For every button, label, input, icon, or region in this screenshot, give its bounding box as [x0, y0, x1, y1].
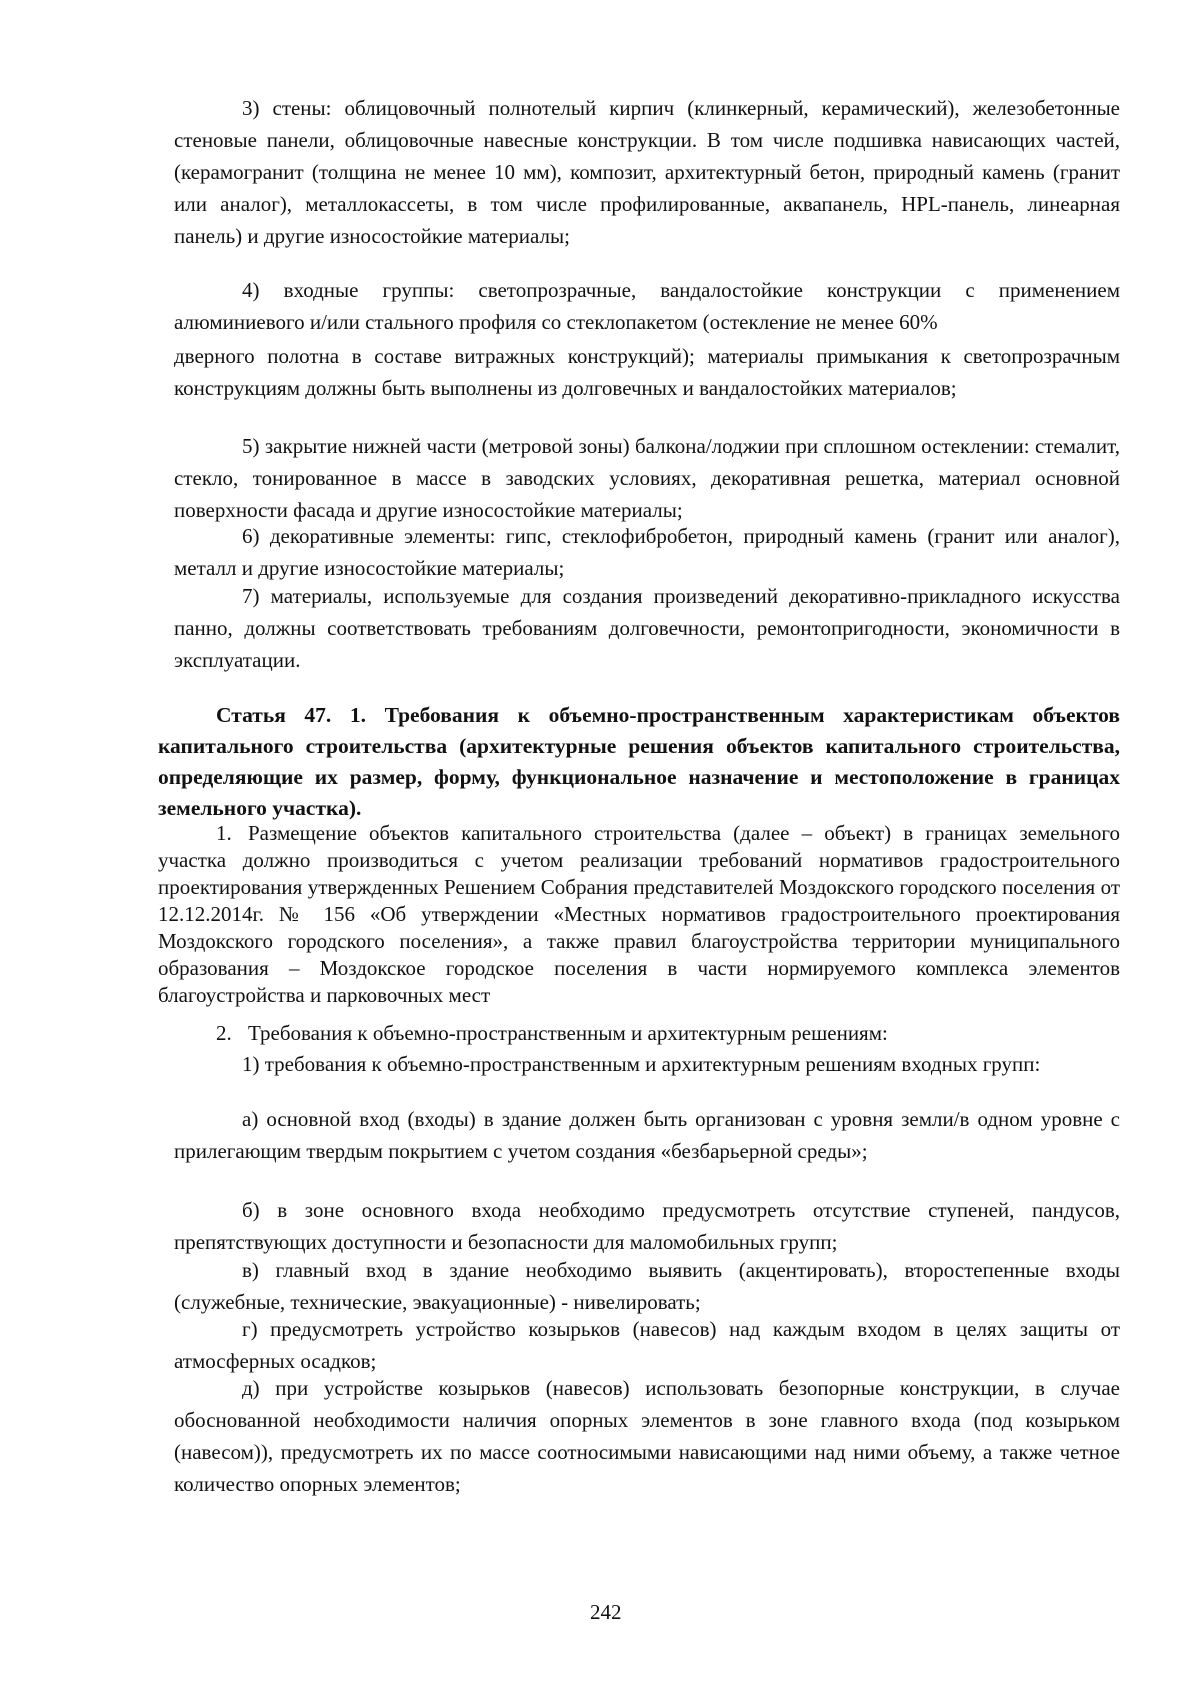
paragraph-decorative: 6) декоративные элементы: гипс, стеклофибробетон, природный камень (гранит или аналог), металл и другие износостойкие материалы;	[174, 524, 1120, 580]
paragraph-entrance-groups-cont: дверного полотна в составе витражных конструкций); материалы примыкания к светопрозрачным конструкциям должны быть выполнены из долговечных и вандалостойких материалов;	[174, 344, 1120, 400]
paragraph-entrance-groups: 4) входные группы: светопрозрачные, вандалостойкие конструкции с применением алюминиевого и/или стального профиля со стеклопакетом (остекление не менее 60%	[174, 278, 1120, 334]
item-text: Размещение объектов капитального строительства (далее – объект) в границах земельного участка должно производиться с учетом реализации требований нормативов градостроительного проектирования утвержденных Решением Собрания представителей Моздокского городского поселения от 12.12.2014г. № 156 «Об утверждении «Местных нормативов градостроительного проектирования Моздокского городского поселения», а также правил благоустройства территории муниципального образования – Моздокское городское поселения в части нормируемого комплекса элементов благоустройства и парковочных мест	[158, 821, 1120, 1007]
paragraph-balcony: 5) закрытие нижней части (метровой зоны) балкона/лоджии при сплошном остеклении: стемалит, стекло, тонированное в массе в заводских условиях, декоративная решетка, материал основной поверхности фасада и другие износостойкие материалы;	[174, 434, 1120, 522]
paragraph-walls: 3) стены: облицовочный полнотелый кирпич (клинкерный, керамический), железобетонные стеновые панели, облицовочные навесные конструкции. В том числе подшивка нависающих частей, (керамогранит (толщина не менее 10 мм), композит, архитектурный бетон, природный камень (гранит или аналог), металлокассеты, в том числе профилированные, аквапанель, HPL-панель, линеарная панель) и другие износостойкие материалы;	[174, 96, 1120, 248]
numbered-item-1	[158, 820, 1120, 1009]
paragraph-item-v: в) главный вход в здание необходимо выявить (акцентировать), второстепенные входы (служебные, технические, эвакуационные) - нивелировать;	[174, 1258, 1120, 1314]
paragraph-item-a: а) основной вход (входы) в здание должен быть организован с уровня земли/в одном уровне с прилегающим твердым покрытием с учетом создания «безбарьерной среды»;	[174, 1107, 1120, 1163]
paragraph-item-g: г) предусмотреть устройство козырьков (навесов) над каждым входом в целях защиты от атмосферных осадков;	[174, 1317, 1120, 1373]
article-heading: Статья 47. 1. Требования к объемно-пространственным характеристикам объектов капитального строительства (архитектурные решения объектов капитального строительства, определяющие их размер, форму, функциональное назначение и местоположение в границах земельного участка).	[158, 703, 1120, 820]
paragraph-item-d: д) при устройстве козырьков (навесов) использовать безопорные конструкции, в случае обоснованной необходимости наличия опорных элементов в зоне главного входа (под козырьком (навесом)), предусмотреть их по массе соотносимыми нависающими над ними объему, а также четное количество опорных элементов;	[174, 1376, 1120, 1496]
paragraph-entrance-requirements: 1) требования к объемно-пространственным и архитектурным решениям входных групп:	[242, 1052, 1041, 1076]
paragraph-art-materials: 7) материалы, используемые для создания произведений декоративно-прикладного искусства панно, должны соответствовать требованиям долговечности, ремонтопригодности, экономичности в эксплуатации.	[174, 584, 1120, 672]
item-number: 1.	[216, 821, 232, 845]
page-number: 242	[590, 1600, 622, 1624]
paragraph-item-b: б) в зоне основного входа необходимо предусмотреть отсутствие ступеней, пандусов, препятствующих доступности и безопасности для маломобильных групп;	[174, 1198, 1120, 1254]
numbered-item-2	[158, 1020, 1120, 1047]
item-number: 2.	[216, 1021, 232, 1045]
item-text: Требования к объемно-пространственным и архитектурным решениям:	[248, 1021, 888, 1045]
